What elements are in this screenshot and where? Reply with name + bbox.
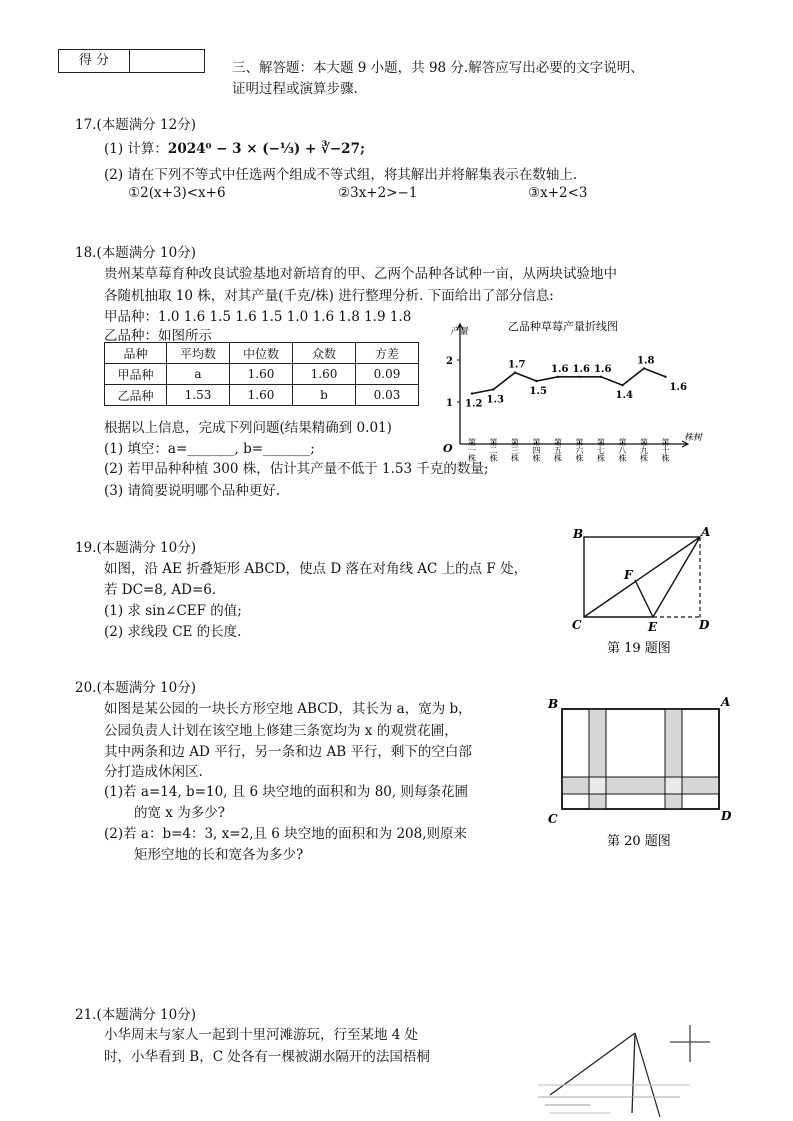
q18-line3: 甲品种：1.0 1.6 1.5 1.6 1.5 1.0 1.6 1.8 1.9 1.8 xyxy=(104,309,412,325)
chart-data-label: 1.2 xyxy=(465,398,483,410)
table-header-row xyxy=(105,343,419,364)
q20-part1a: (1)若 a=14, b=10, 且 6 块空地的面积和为 80, 则每条花圃 xyxy=(104,784,468,800)
table-header: 方差 xyxy=(356,343,419,364)
q18-line2: 各随机抽取 10 株，对其产量(千克/株) 进行整理分析. 下面给出了部分信息: xyxy=(104,288,554,304)
q18-line1: 贵州某草莓育种改良试验基地对新培育的甲、乙两个品种各试种一亩，从两块试验地中 xyxy=(104,266,617,282)
chart-x-tick-label: 第二株 xyxy=(489,438,498,463)
q19-part2: (2) 求线段 CE 的长度. xyxy=(104,624,242,640)
q20-line2: 公园负责人计划在该空地上修建三条宽均为 x 的观赏花圃， xyxy=(104,723,458,739)
q19-caption: 第 19 题图 xyxy=(607,641,671,656)
table-cell: 0.09 xyxy=(356,364,419,385)
chart-ylabel: 产量 xyxy=(450,327,469,337)
table-cell: 0.03 xyxy=(356,385,419,406)
q17-option-1: ①2(x+3)<x+6 xyxy=(128,185,226,201)
q20-label-C: C xyxy=(548,812,558,826)
chart-xlabel: 株树 xyxy=(684,433,703,443)
q17-part2: (2) 请在下列不等式中任选两个组成不等式组，将其解出并将解集表示在数轴上. xyxy=(104,167,578,183)
chart-y-tick-label: 1 xyxy=(446,398,453,409)
table-cell: 乙品种 xyxy=(105,385,167,406)
q17-title: 17.(本题满分 12分) xyxy=(75,117,196,133)
chart-point xyxy=(557,376,559,378)
q20-part2b: 矩形空地的长和宽各为多少? xyxy=(134,847,304,863)
q21-line1: 小华周末与家人一起到十里河滩游玩，行至某地 4 处 xyxy=(104,1027,419,1043)
chart-data-label: 1.6 xyxy=(572,363,590,375)
chart-data-label: 1.4 xyxy=(615,390,633,402)
chart-point xyxy=(600,376,602,378)
q18-part1: (1) 填空：a=_______, b=_______; xyxy=(104,441,315,457)
table-cell: 甲品种 xyxy=(105,364,167,385)
table-cell: 1.60 xyxy=(293,364,356,385)
chart-data-label: 1.7 xyxy=(508,359,526,371)
q18-part3: (3) 请简要说明哪个品种更好. xyxy=(104,483,281,499)
chart-x-tick-label: 第五株 xyxy=(554,438,562,463)
chart-series-line xyxy=(472,368,666,393)
q19-label-B: B xyxy=(573,527,584,541)
q19-label-C: C xyxy=(572,618,582,632)
q18-title: 18.(本题满分 10分) xyxy=(75,245,196,261)
section-instructions-line1: 三、解答题：本大题 9 小题，共 98 分.解答应写出必要的文字说明、 xyxy=(232,60,644,76)
chart-x-tick-label: 第十株 xyxy=(661,438,670,463)
q19-fold-AE xyxy=(653,537,700,617)
q20-label-D: D xyxy=(721,809,732,823)
table-row xyxy=(105,364,419,385)
table-cell: 1.53 xyxy=(167,385,230,406)
chart-x-tick-label: 第九株 xyxy=(640,438,648,463)
q18-line5: 根据以上信息，完成下列问题(结果精确到 0.01) xyxy=(104,420,392,436)
q21-line2: 时，小华看到 B，C 处各有一棵被湖水隔开的法国梧桐 xyxy=(104,1049,430,1065)
chart-point xyxy=(664,376,666,378)
q17-part1-expression: 2024⁰ − 3 × (−⅓) + ∛−27; xyxy=(167,141,365,157)
chart-x-tick-label: 第一株 xyxy=(468,438,476,463)
table-cell: a xyxy=(167,364,230,385)
table-header: 中位数 xyxy=(230,343,293,364)
chart-x-tick-label: 第八株 xyxy=(618,438,627,463)
chart-data-label: 1.5 xyxy=(529,386,547,397)
table-header: 品种 xyxy=(105,343,167,364)
q20-label-B: B xyxy=(548,697,559,711)
table-cell: b xyxy=(293,385,356,406)
score-blank xyxy=(130,50,204,72)
q20-line1: 如图是某公园的一块长方形空地 ABCD，其长为 a，宽为 b， xyxy=(104,701,472,717)
q19-segment-FE xyxy=(635,580,653,617)
chart-point xyxy=(643,367,645,369)
q20-label-A: A xyxy=(721,695,731,709)
q19-line1: 如图，沿 AE 折叠矩形 ABCD，使点 D 落在对角线 AC 上的点 F 处， xyxy=(104,561,528,577)
q20-title: 20.(本题满分 10分) xyxy=(75,680,196,696)
chart-data-label: 1.8 xyxy=(637,355,655,367)
q17-option-3: ③x+2<3 xyxy=(528,185,588,201)
chart-point xyxy=(621,384,623,386)
q19-line2: 若 DC=8, AD=6. xyxy=(104,582,217,598)
chart-x-tick-label: 第七株 xyxy=(597,438,605,463)
q21-title: 21.(本题满分 10分) xyxy=(75,1007,196,1023)
chart-point xyxy=(578,376,580,378)
q17-part1 xyxy=(104,137,365,157)
q19-label-F: F xyxy=(624,568,633,582)
chart-data-label: 1.3 xyxy=(486,394,504,406)
q20-part1b: 的宽 x 为多少? xyxy=(134,805,225,821)
chart-data-label: 1.6 xyxy=(594,363,612,375)
q20-figure xyxy=(545,692,735,857)
chart-x-tick-label: 第四株 xyxy=(532,438,541,463)
q19-label-D: D xyxy=(699,618,710,632)
chart-x-tick-label: 第三株 xyxy=(511,438,519,463)
q21-figure-partial xyxy=(530,1005,730,1121)
table-header: 众数 xyxy=(293,343,356,364)
q19-diagonal-AC xyxy=(584,537,700,617)
section-instructions-line2: 证明过程或演算步骤. xyxy=(232,81,358,97)
chart-x-tick-label: 第六株 xyxy=(575,438,584,463)
chart-y-tick-label: 2 xyxy=(446,356,453,367)
score-box xyxy=(58,49,205,73)
chart-point xyxy=(535,380,537,382)
q20-line3: 其中两条和边 AD 平行，另一条和边 AB 平行，剩下的空白部 xyxy=(104,744,472,760)
q20-flower-strip-3 xyxy=(562,777,719,794)
chart-title: 乙品种草莓产量折线图 xyxy=(508,320,618,333)
q19-figure xyxy=(565,522,725,662)
chart-point xyxy=(514,371,516,373)
q18-stats-table xyxy=(104,342,419,406)
table-cell: 1.60 xyxy=(230,364,293,385)
q19-part1: (1) 求 sin∠CEF 的值; xyxy=(104,603,242,619)
q19-title: 19.(本题满分 10分) xyxy=(75,540,196,556)
q17-part1-prefix: (1) 计算： xyxy=(104,141,168,157)
q19-label-E: E xyxy=(648,620,658,634)
q20-line4: 分打造成休闲区. xyxy=(104,764,203,780)
q18-line-chart xyxy=(438,316,708,468)
q20-part2a: (2)若 a：b=4：3, x=2,且 6 块空地的面积和为 208,则原来 xyxy=(104,826,468,842)
table-row xyxy=(105,385,419,406)
q20-caption: 第 20 题图 xyxy=(607,834,671,849)
score-label: 得 分 xyxy=(59,50,130,72)
q18-line4: 乙品种：如图所示 xyxy=(104,328,212,344)
q17-option-2: ②3x+2>−1 xyxy=(338,185,418,201)
q19-label-A: A xyxy=(701,525,711,539)
chart-data-label: 1.6 xyxy=(669,381,687,393)
chart-origin-label: O xyxy=(443,442,453,455)
chart-point xyxy=(471,392,473,394)
table-cell: 1.60 xyxy=(230,385,293,406)
chart-point xyxy=(492,388,494,390)
table-header: 平均数 xyxy=(167,343,230,364)
chart-data-label: 1.6 xyxy=(551,363,569,375)
q18-part2: (2) 若甲品种种植 300 株，估计其产量不低于 1.53 千克的数量; xyxy=(104,461,489,477)
